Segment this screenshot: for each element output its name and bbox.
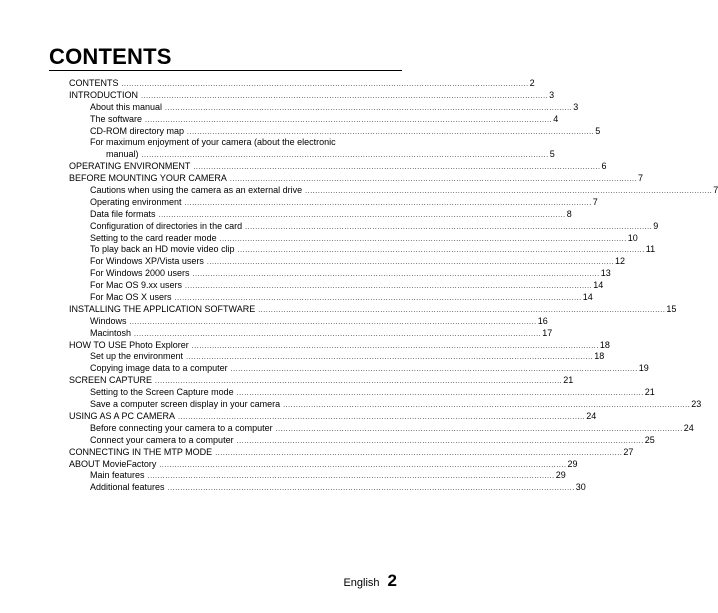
toc-leader-dots: ................................................................................................................................................................: [193, 164, 601, 172]
toc-entry[interactable]: [90, 220, 659, 233]
toc-entry-label: The software: [90, 113, 143, 124]
toc-leader-dots: ................................................................................................................................................................: [305, 188, 713, 196]
toc-entry-label: For Windows XP/Vista users: [90, 256, 204, 267]
toc-entry-page: 5: [595, 125, 601, 136]
toc-entry-page: 6: [601, 161, 607, 172]
toc-entry-page: 21: [644, 387, 655, 398]
toc-leader-dots: ................................................................................................................................................................: [141, 92, 549, 100]
toc-entry-label: USING AS A PC CAMERA: [69, 410, 176, 421]
toc-leader-dots: ................................................................................................................................................................: [129, 318, 537, 326]
toc-leader-dots: ................................................................................................................................................................: [192, 271, 600, 279]
footer-language: English: [343, 577, 380, 589]
page-title: CONTENTS: [49, 44, 172, 69]
toc-entry-page: 13: [600, 268, 611, 279]
toc-leader-dots: ................................................................................................................................................................: [121, 81, 529, 88]
toc-entry-label: ABOUT MovieFactory: [69, 458, 157, 469]
toc-leader-dots: ................................................................................................................................................................: [229, 176, 638, 184]
toc-entry[interactable]: [69, 458, 578, 471]
toc-entry[interactable]: [69, 446, 634, 459]
toc-entry[interactable]: [90, 196, 598, 209]
toc-entry-label: OPERATING ENVIRONMENT: [69, 161, 191, 172]
toc-entry-page: 14: [593, 280, 604, 291]
toc-leader-dots: ................................................................................................................................................................: [283, 402, 691, 410]
toc-leader-dots: ................................................................................................................................................................: [237, 247, 645, 255]
toc-entry-label: Setting to the Screen Capture mode: [90, 387, 234, 398]
toc-leader-dots: ................................................................................................................................................................: [206, 259, 615, 267]
toc-entry[interactable]: [90, 256, 626, 268]
toc-entry-label: Macintosh: [90, 327, 132, 338]
toc-entry[interactable]: [90, 292, 593, 304]
toc-entry-page: 24: [683, 422, 694, 433]
toc-entry[interactable]: [69, 375, 574, 387]
toc-entry[interactable]: [90, 351, 605, 363]
toc-leader-dots: ................................................................................................................................................................: [178, 413, 586, 421]
toc-entry[interactable]: [90, 327, 553, 340]
toc-leader-dots: ................................................................................................................................................................: [191, 342, 599, 350]
toc-entry[interactable]: [69, 303, 677, 316]
toc-entry-page: 15: [666, 303, 677, 314]
toc-entry-label: Additional features: [90, 482, 165, 493]
toc-entry-page: 7: [638, 173, 644, 184]
toc-entry-label: For maximum enjoyment of your camera (about the electronic: [90, 137, 336, 148]
toc-entry-label-continuation: manual): [106, 149, 139, 160]
toc-leader-dots: ................................................................................................................................................................: [219, 235, 627, 243]
toc-entry[interactable]: [90, 315, 548, 328]
toc-entry-label: Windows: [90, 315, 127, 326]
toc-entry[interactable]: [90, 244, 656, 256]
toc-leader-dots: ................................................................................................................................................................: [275, 425, 683, 433]
toc-entry-label: About this manual: [90, 101, 163, 112]
toc-entry-page: 4: [553, 113, 559, 124]
toc-leader-dots: ................................................................................................................................................................: [134, 330, 542, 338]
toc-entry[interactable]: [90, 470, 566, 482]
toc-entry-page: 18: [594, 351, 605, 362]
toc-entry[interactable]: [90, 280, 604, 292]
toc-entry-label: Cautions when using the camera as an external drive: [90, 185, 303, 196]
toc-entry-label: For Windows 2000 users: [90, 268, 190, 279]
toc-entry[interactable]: [90, 387, 655, 399]
toc-entry[interactable]: [90, 482, 586, 494]
toc-leader-dots: ................................................................................................................................................................: [185, 283, 593, 291]
toc-entry[interactable]: [69, 89, 555, 102]
toc-entry-label: Copying image data to a computer: [90, 363, 228, 374]
toc-entry[interactable]: [69, 161, 607, 173]
toc-entry[interactable]: [69, 173, 644, 185]
toc-entry-label: Set up the environment: [90, 351, 184, 362]
toc-leader-dots: ................................................................................................................................................................: [236, 437, 644, 445]
toc-entry-continuation[interactable]: [106, 149, 555, 161]
toc-entry[interactable]: [90, 208, 572, 221]
toc-entry-label: Data file formats: [90, 208, 156, 219]
toc-entry-page: 18: [599, 339, 610, 350]
toc-entry[interactable]: [69, 78, 535, 90]
toc-leader-dots: ................................................................................................................................................................: [158, 211, 566, 219]
table-of-contents: [69, 78, 718, 494]
toc-leader-dots: ................................................................................................................................................................: [155, 378, 563, 386]
toc-entry-label: BEFORE MOUNTING YOUR CAMERA: [69, 173, 227, 184]
toc-entry-page: 17: [542, 327, 553, 338]
toc-entry-page: 3: [549, 89, 555, 100]
toc-entry-page: 16: [537, 315, 548, 326]
toc-entry-label: INSTALLING THE APPLICATION SOFTWARE: [69, 303, 256, 314]
toc-entry-label: Save a computer screen display in your camera: [90, 399, 281, 410]
toc-leader-dots: ................................................................................................................................................................: [258, 306, 666, 314]
toc-entry-page: 7: [713, 185, 718, 196]
toc-entry-label: CD-ROM directory map: [90, 125, 185, 136]
toc-entry-page: 10: [627, 232, 638, 243]
toc-entry-label: Setting to the card reader mode: [90, 232, 217, 243]
toc-entry-label: CONTENTS: [69, 78, 119, 88]
toc-leader-dots: ................................................................................................................................................................: [236, 390, 644, 398]
toc-entry-label: INTRODUCTION: [69, 89, 138, 100]
toc-leader-dots: ................................................................................................................................................................: [167, 485, 575, 493]
toc-entry-page: 21: [563, 375, 574, 386]
footer-page-number: 2: [387, 571, 397, 590]
toc-entry-page: 23: [691, 399, 702, 410]
toc-entry[interactable]: [90, 185, 718, 197]
toc-entry-label: HOW TO USE Photo Explorer: [69, 339, 189, 350]
toc-entry[interactable]: [90, 113, 559, 126]
toc-entry-page: 24: [586, 410, 597, 421]
toc-entry[interactable]: [90, 434, 655, 447]
toc-leader-dots: ................................................................................................................................................................: [186, 354, 594, 362]
toc-entry-page: 8: [566, 208, 572, 219]
toc-entry-page: 3: [573, 101, 579, 112]
toc-entry[interactable]: [69, 339, 610, 352]
toc-entry-page: 12: [615, 256, 626, 267]
toc-entry[interactable]: [90, 422, 694, 435]
toc-entry-page: 5: [549, 149, 555, 160]
toc-entry-label: CONNECTING IN THE MTP MODE: [69, 446, 213, 457]
toc-entry-page: 27: [623, 446, 634, 457]
toc-entry-page: 9: [653, 220, 659, 231]
toc-entry-page: 11: [645, 244, 656, 255]
toc-entry-page: 19: [638, 363, 649, 374]
toc-entry[interactable]: [90, 399, 702, 411]
toc-entry-label: For Mac OS 9.xx users: [90, 280, 183, 291]
toc-leader-dots: ................................................................................................................................................................: [147, 473, 555, 481]
toc-entry-page: 29: [567, 458, 578, 469]
toc-entry-page: 30: [575, 482, 586, 493]
toc-leader-dots: ................................................................................................................................................................: [187, 128, 595, 136]
toc-entry-label: Before connecting your camera to a computer: [90, 422, 273, 433]
toc-entry[interactable]: [90, 125, 601, 138]
toc-entry[interactable]: [90, 137, 399, 149]
toc-entry-label: To play back an HD movie video clip: [90, 244, 235, 255]
toc-entry-page: 25: [644, 434, 655, 445]
toc-entry-label: Connect your camera to a computer: [90, 434, 234, 445]
toc-leader-dots: ................................................................................................................................................................: [184, 199, 592, 207]
toc-entry[interactable]: [90, 232, 638, 245]
toc-entry-label: SCREEN CAPTURE: [69, 375, 153, 386]
toc-entry-label: For Mac OS X users: [90, 292, 172, 303]
toc-entry[interactable]: [69, 410, 597, 423]
toc-entry[interactable]: [90, 363, 649, 375]
toc-leader-dots: ................................................................................................................................................................: [245, 223, 653, 231]
toc-entry-page: 29: [555, 470, 566, 481]
toc-leader-dots: ................................................................................................................................................................: [159, 461, 567, 469]
title-rule: [49, 70, 402, 71]
toc-leader-dots: ................................................................................................................................................................: [230, 366, 638, 374]
toc-leader-dots: ................................................................................................................................................................: [141, 152, 549, 160]
toc-entry[interactable]: [90, 268, 611, 280]
toc-entry-label: Operating environment: [90, 196, 182, 207]
toc-entry[interactable]: [90, 101, 579, 114]
toc-entry-page: 7: [592, 196, 598, 207]
toc-leader-dots: ................................................................................................................................................................: [215, 449, 623, 457]
page-footer: [343, 571, 397, 591]
toc-entry-label: Main features: [90, 470, 145, 481]
toc-entry-page: 2: [529, 78, 535, 88]
toc-leader-dots: ................................................................................................................................................................: [165, 104, 573, 112]
toc-entry-page: 14: [582, 292, 593, 303]
toc-entry-label: Configuration of directories in the card: [90, 220, 243, 231]
toc-leader-dots: ................................................................................................................................................................: [174, 295, 582, 303]
toc-leader-dots: ................................................................................................................................................................: [145, 116, 553, 124]
